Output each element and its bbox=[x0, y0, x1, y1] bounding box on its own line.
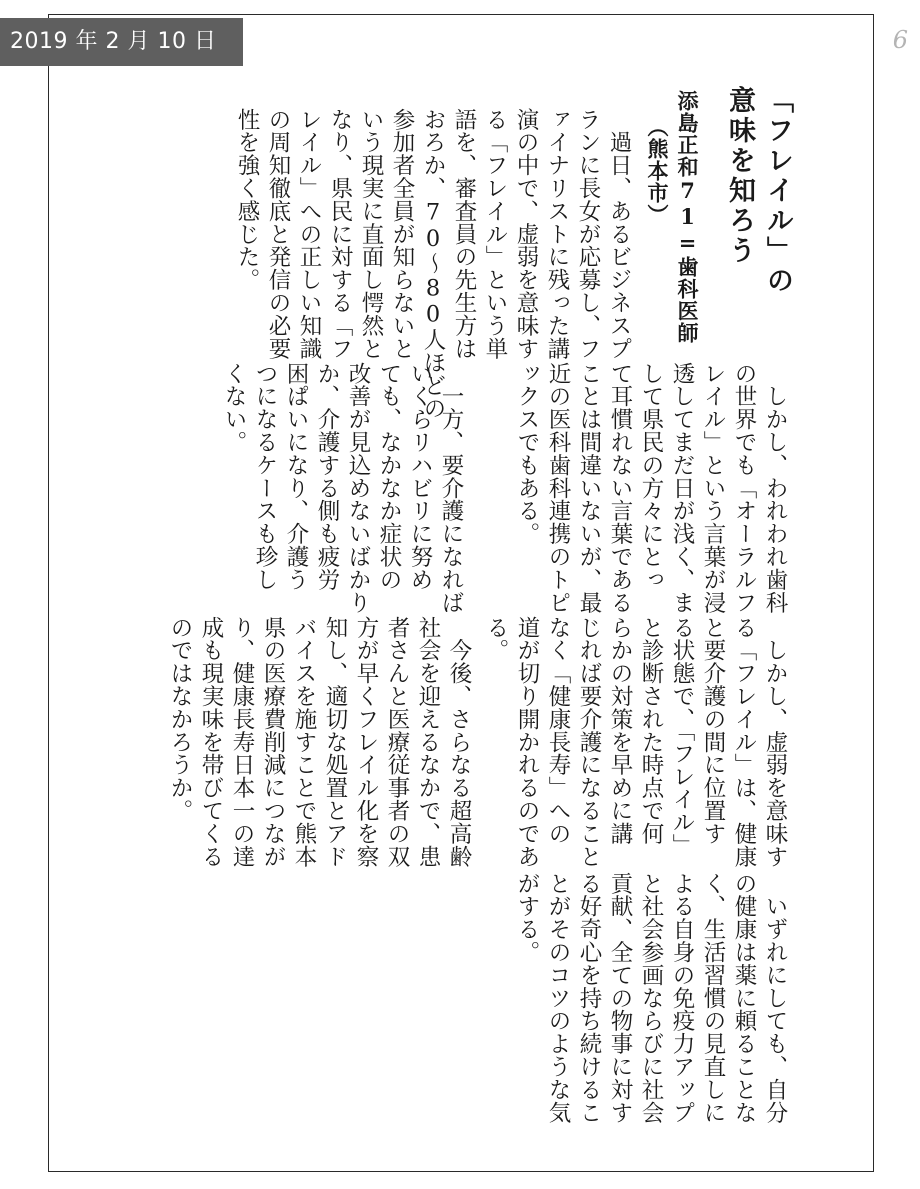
date-label: 2019 年 2 月 10 日 bbox=[0, 18, 243, 66]
body-column-6: いずれにしても、自分 の健康は薬に頼ることな く、生活習慣の見直しに よる自身の免疫力アップ と社会参画ならびに社会 貢献、全ての物事に対す る好奇心を持ち続けるこ とがそのコツのような気 がする。 bbox=[514, 872, 788, 1124]
article-byline bbox=[642, 90, 702, 344]
author-place: （熊本市） bbox=[645, 116, 670, 226]
body-column-3: 一方、要介護になれば いくらリハビリに努め ても、なかなか症状の 改善が見込めないばかり か、介護する側も疲労 困ぱいになり、介護う つになるケースも珍し くない。 bbox=[221, 362, 464, 614]
body-column-4: しかし、虚弱を意味す る「フレイル」は、健康 と要介護の間に位置す る状態で、「フレイル」 と診断された時点で何 らかの対策を早めに講 じれば要介護になること なく「健康長寿」への 道が切り開かれるのであ る。 bbox=[483, 616, 788, 868]
article-headline: 「フレイル」の 意味を知ろう bbox=[724, 86, 793, 296]
body-column-5: 今後、さらなる超高齢 社会を迎えるなかで、患 者さんと医療従事者の双 方が早くフレイル化を察 知し、適切な処置とアド バイスを施すことで熊本 県の医療費削減につなが り、健康長寿日本一の達 成も現実味を帯びてくる のではなかろうか。 bbox=[167, 616, 472, 868]
page-number: 6 bbox=[892, 26, 908, 54]
body-column-2: しかし、われわれ歯科 の世界でも「オーラルフ レイル」という言葉が浸 透してまだ日が浅く、ま して県民の方々にとっ て耳慣れない言葉である ことは間違いないが、最 近の医科歯科連携のトピ ックスでもある。 bbox=[514, 362, 788, 614]
author-name: 添島正和71=歯科医師 bbox=[675, 90, 700, 344]
body-column-1: 過日、あるビジネスプ ランに長女が応募し、フ ァイナリストに残った講 演の中で、虚弱を意味す る「フレイル」という単 語を、審査員の先生方は おろか、70～80人ほどの 参加者全員が知らないと いう現実に直面し愕然と なり、県民に対する「フ レイル」への正しい知識 の周知徹底と発信の必要 性を強く感じた。 bbox=[234, 108, 632, 420]
